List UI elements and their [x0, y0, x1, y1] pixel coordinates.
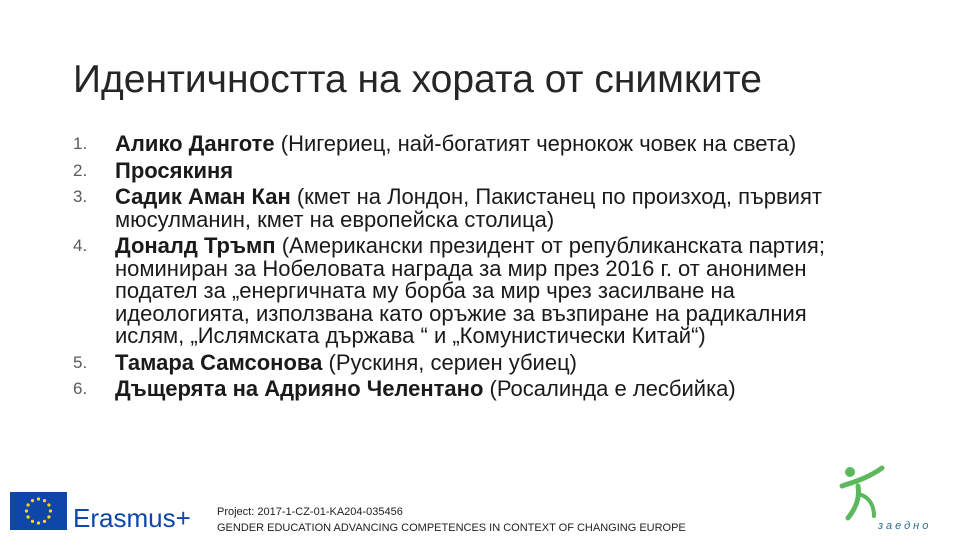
- list-item: [73, 133, 863, 156]
- eu-stars-icon: [10, 492, 67, 530]
- slide-title: Идентичността на хората от снимките: [73, 58, 762, 101]
- person-description: (Рускиня, сериен убиец): [322, 349, 578, 375]
- person-name: Алико Данготе: [115, 131, 275, 156]
- eu-flag-logo: [10, 492, 67, 530]
- person-name: Дъщерята на Адрияно Челентано: [115, 376, 484, 401]
- list-number: 4.: [73, 236, 88, 255]
- list-item: [73, 378, 863, 401]
- list-item: [73, 186, 863, 231]
- person-description: (Нигериец, най-богатият чернокож човек на света): [274, 131, 797, 156]
- list-number: 5.: [73, 352, 88, 372]
- person-name: Садик Аман Кан: [115, 184, 291, 209]
- list-item: [73, 157, 863, 183]
- person-description: (Росалинда е лесбийка): [483, 376, 736, 401]
- project-title: GENDER EDUCATION ADVANCING COMPETENCES IN CONTEXT OF CHANGING EUROPE: [217, 522, 686, 534]
- people-list: [73, 133, 863, 405]
- project-code: Project: 2017-1-CZ-01-KA204-035456: [217, 506, 403, 518]
- person-description: (кмет на Лондон, Пакистанец по произход, първият мюсулманин, кмет на европейска столица): [115, 184, 822, 232]
- list-item: [73, 349, 863, 375]
- person-name: Просякиня: [115, 157, 234, 183]
- person-name: Доналд Тръмп: [115, 233, 276, 258]
- zaedno-logo-text: заедно: [878, 520, 932, 532]
- person-description: (Американски президент от републиканската партия; номиниран за Нобеловата награда за мир през 2016 г. от анонимен подател за „енергичната му борба за мир чрез засилване на идеологията, използвана като оръжие за възпиране на радикалния ислям, „Ислямската държава “ и „Комунистически Китай“): [115, 233, 825, 348]
- list-number: 2.: [73, 160, 88, 180]
- person-name: Тамара Самсонова: [115, 349, 323, 375]
- list-number: 1.: [73, 134, 88, 153]
- list-item: [73, 235, 863, 348]
- project-info: [217, 504, 686, 536]
- list-number: 3.: [73, 187, 88, 206]
- list-number: 6.: [73, 379, 88, 398]
- erasmus-plus-logo-text: Erasmus+: [73, 503, 191, 533]
